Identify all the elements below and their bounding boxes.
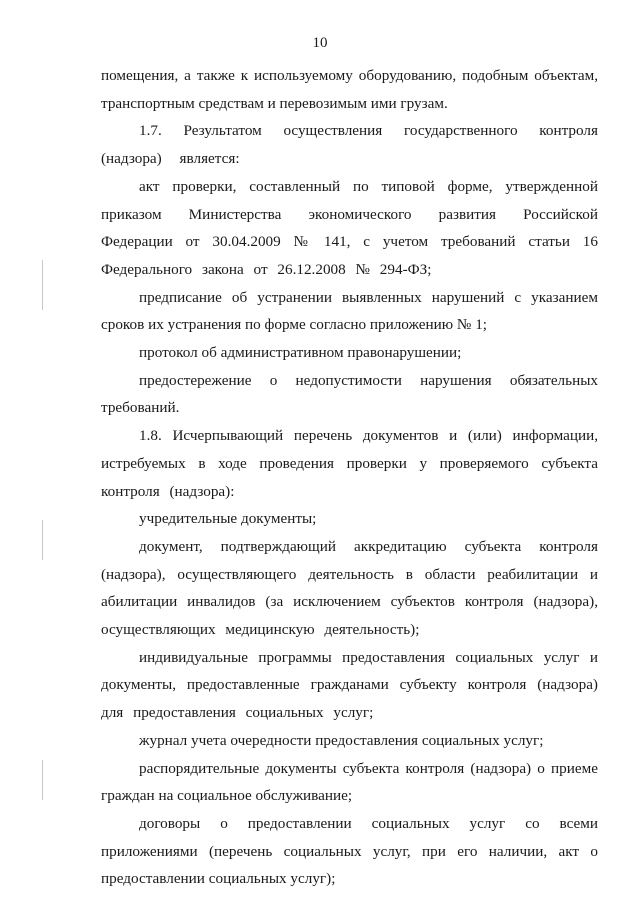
- paragraph: акт проверки, составленный по типовой форме, утвержденной приказом Министерства экономического развития Российской Федерации от 30.04.2009 № 141, с учетом требований статьи 16 Федерального закона от 26.12.2008 № 294-ФЗ;: [101, 177, 598, 278]
- scan-artifact-line: [42, 520, 43, 560]
- paragraph: договоры о предоставлении социальных услуг со всеми приложениями (перечень социальных услуг, при его наличии, акт о предоставлении социальных услуг);: [101, 814, 598, 888]
- paragraph: предостережение о недопустимости нарушения обязательных требований.: [101, 371, 598, 417]
- paragraph: учредительные документы;: [139, 510, 317, 528]
- paragraph: документ, подтверждающий аккредитацию субъекта контроля (надзора), осуществляющего деятельность в области реабилитации и абилитации инвалидов (за исключением субъектов контроля (надзора), осуществляющих медицинскую деятельность);: [101, 537, 598, 639]
- page-number: 10: [312, 35, 328, 51]
- paragraph: протокол об административном правонарушении;: [139, 344, 462, 362]
- paragraph: журнал учета очередности предоставления социальных услуг;: [139, 731, 544, 749]
- paragraph-section-1-7: 1.7. Результатом осуществления государственного контроля (надзора) является:: [101, 122, 598, 168]
- scan-artifact-line: [42, 260, 43, 310]
- document-body: [101, 62, 598, 893]
- paragraph: помещения, а также к используемому оборудованию, подобным объектам, транспортным средствам и перевозимым ими грузам.: [101, 67, 598, 112]
- paragraph: распорядительные документы субъекта контроля (надзора) о приеме граждан на социальное обслуживание;: [101, 759, 598, 805]
- scan-artifact-line: [42, 760, 43, 800]
- paragraph: предписание об устранении выявленных нарушений с указанием сроков их устранения по форме согласно приложению № 1;: [101, 288, 598, 334]
- paragraph: индивидуальные программы предоставления социальных услуг и документы, предоставленные гражданами субъекту контроля (надзора) для предоставления социальных услуг;: [101, 648, 598, 722]
- paragraph-section-1-8: 1.8. Исчерпывающий перечень документов и (или) информации, истребуемых в ходе проведения проверки у проверяемого субъекта контроля (надзора):: [101, 427, 598, 500]
